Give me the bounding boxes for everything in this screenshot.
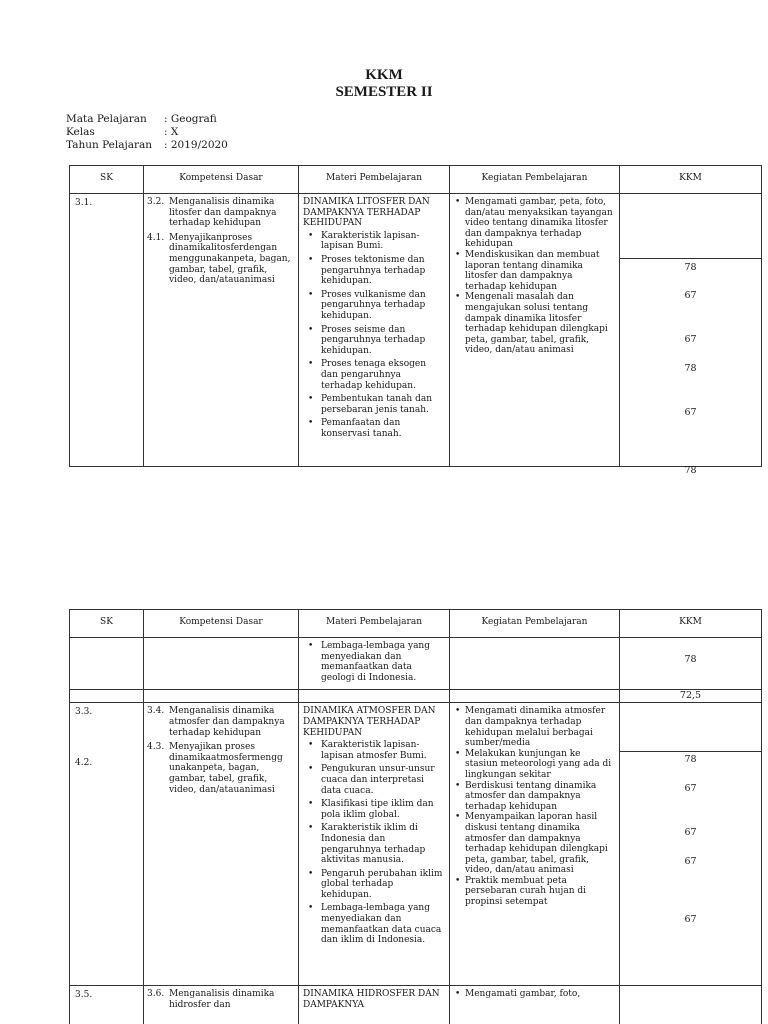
kkm-table-1 — [69, 165, 762, 476]
kg-cell — [450, 194, 620, 467]
meta-row-subject — [66, 113, 228, 126]
kd-item — [147, 233, 295, 286]
list-item: • Pemanfaatan dan konservasi tanah. — [303, 418, 445, 439]
page-title: KKM — [365, 67, 403, 83]
kd-text: Menganalisis dinamika hidrosfer dan — [169, 989, 275, 1010]
meta-row-class — [66, 126, 228, 139]
header-kd: Kompetensi Dasar — [144, 610, 299, 638]
kkm-value: 67 — [684, 914, 697, 926]
list-item: • Pengaruh perubahan iklim global terhadap kehidupan. — [303, 869, 445, 901]
kkm-value: 78 — [684, 754, 697, 766]
kkm-value: 78 — [684, 654, 697, 665]
mp-heading: DINAMIKA HIDROSFER DAN DAMPAKNYA — [303, 989, 440, 1010]
mp-cell — [299, 703, 450, 986]
kkm-cell — [620, 638, 762, 690]
sk-cell — [70, 703, 144, 986]
list-item: • Karakteristik lapisan-lapisan Bumi. — [303, 231, 445, 252]
list-item: • Klasifikasi tipe iklim dan pola iklim global. — [303, 799, 445, 820]
meta-label: Tahun Pelajaran — [66, 139, 153, 151]
list-item: • Mendiskusikan dan membuat laporan tentang dinamika litosfer dan dampaknya terhadap kehidupan — [453, 250, 616, 292]
mp-list — [303, 231, 445, 440]
mp-list — [303, 641, 445, 683]
table-header-row — [70, 166, 762, 194]
kkm-cell — [620, 703, 762, 986]
kd-cell — [144, 638, 299, 690]
table-row — [70, 986, 762, 1024]
meta-label: Kelas — [66, 126, 95, 138]
mp-cell — [299, 690, 450, 703]
kkm-value: 78 — [684, 262, 697, 273]
kkm-divider — [620, 258, 761, 259]
kg-cell — [450, 690, 620, 703]
header-sk: SK — [70, 610, 144, 638]
kd-text: Menyajikan proses dinamikaatmosfermengg unakanpeta, bagan, gambar, tabel, grafik, video, dan/atauanimasi — [169, 742, 283, 795]
list-item: • Melakukan kunjungan ke stasiun meteorologi yang ada di lingkungan sekitar — [453, 749, 616, 781]
meta-value: : X — [164, 126, 179, 138]
list-item: • Lembaga-lembaga yang menyediakan dan memanfaatkan data geologi di Indonesia. — [303, 641, 445, 683]
list-item: • Lembaga-lembaga yang menyediakan dan memanfaatkan data cuaca dan iklim di Indonesia. — [303, 903, 445, 945]
kg-list — [453, 197, 616, 356]
kd-item — [147, 742, 295, 795]
kkm-table-2 — [69, 609, 762, 1024]
list-item: • Proses tektonisme dan pengaruhnya terhadap kehidupan. — [303, 255, 445, 287]
header-kg: Kegiatan Pembelajaran — [450, 610, 620, 638]
sk-cell — [70, 690, 144, 703]
kd-cell — [144, 690, 299, 703]
kd-number: 4.3. — [147, 742, 165, 753]
header-sk: SK — [70, 166, 144, 194]
sk-number: 3.3. — [75, 707, 93, 718]
kd-item — [147, 989, 295, 1010]
table-header-row — [70, 610, 762, 638]
mp-list — [303, 740, 445, 946]
list-item: • Karakteristik lapisan-lapisan atmosfer Bumi. — [303, 740, 445, 761]
table-row — [70, 638, 762, 690]
kd-text: Menganalisis dinamika atmosfer dan dampaknya terhadap kehidupan — [169, 706, 285, 738]
table-row — [70, 690, 762, 703]
sk-cell — [70, 638, 144, 690]
meta-label: Mata Pelajaran — [66, 113, 147, 125]
list-item: • Praktik membuat peta persebaran curah hujan di propinsi setempat — [453, 876, 616, 908]
kkm-value: 67 — [684, 334, 697, 345]
header-kg: Kegiatan Pembelajaran — [450, 166, 620, 194]
table-row — [70, 703, 762, 986]
kkm-value: 67 — [684, 290, 697, 301]
kd-number: 3.6. — [147, 989, 165, 1000]
kd-cell — [144, 986, 299, 1024]
mp-cell — [299, 638, 450, 690]
mp-heading: DINAMIKA ATMOSFER DAN DAMPAKNYA TERHADAP KEHIDUPAN — [303, 706, 436, 738]
list-item: • Mengamati gambar, foto, — [453, 989, 616, 1000]
kd-number: 4.1. — [147, 232, 165, 243]
kkm-cell — [620, 986, 762, 1024]
kg-list — [453, 706, 616, 907]
kkm-value: 67 — [684, 783, 697, 795]
meta-value: : 2019/2020 — [164, 139, 228, 151]
mp-heading: DINAMIKA LITOSFER DAN DAMPAKNYA TERHADAP KEHIDUPAN — [303, 197, 430, 229]
list-item: • Proses vulkanisme dan pengaruhnya terhadap kehidupan. — [303, 290, 445, 322]
kkm-value: 78 — [684, 465, 697, 476]
header-kd: Kompetensi Dasar — [144, 166, 299, 194]
table-row — [70, 194, 762, 467]
list-item: • Mengamati gambar, peta, foto, dan/atau menyaksikan tayangan video tentang dinamika litosfer dan dampaknya terhadap kehidupan — [453, 197, 616, 250]
kkm-value: 67 — [684, 407, 697, 418]
header-kkm: KKM — [620, 166, 762, 194]
list-item: • Mengamati dinamika atmosfer dan dampaknya terhadap kehidupan melalui berbagai sumber/media — [453, 706, 616, 748]
kd-number: 3.2. — [147, 197, 165, 207]
kkm-divider — [620, 751, 761, 752]
kg-cell — [450, 703, 620, 986]
sk-cell: 3.5. — [70, 986, 144, 1024]
list-item: • Proses tenaga eksogen dan pengaruhnya terhadap kehidupan. — [303, 359, 445, 391]
kd-item — [147, 197, 295, 229]
list-item: • Karakteristik iklim di Indonesia dan pengaruhnya terhadap aktivitas manusia. — [303, 823, 445, 865]
list-item: • Pengukuran unsur-unsur cuaca dan interpretasi data cuaca. — [303, 764, 445, 796]
kkm-value: 67 — [684, 856, 697, 868]
kd-cell — [144, 703, 299, 986]
kd-item — [147, 706, 295, 738]
list-item: • Menyampaikan laporan hasil diskusi tentang dinamika atmosfer dan dampaknya terhadap kehidupan dilengkapi peta, gambar, tabel, grafik, video, dan/atau animasi — [453, 812, 616, 876]
sk-cell: 3.1. — [70, 194, 144, 467]
meta-value: : Geografi — [164, 113, 217, 125]
kg-list — [453, 989, 616, 1000]
meta-row-year — [66, 139, 228, 152]
list-item: • Pembentukan tanah dan persebaran jenis tanah. — [303, 394, 445, 415]
kkm-average: 72,5 — [620, 690, 762, 703]
kkm-cell — [620, 194, 762, 476]
page-subtitle: SEMESTER II — [335, 84, 433, 100]
sk-number: 4.2. — [75, 757, 93, 768]
header-mp: Materi Pembelajaran — [299, 166, 450, 194]
kg-cell — [450, 638, 620, 690]
header-mp: Materi Pembelajaran — [299, 610, 450, 638]
list-item: • Proses seisme dan pengaruhnya terhadap kehidupan. — [303, 325, 445, 357]
header-kkm: KKM — [620, 610, 762, 638]
kd-text: Menganalisis dinamika litosfer dan dampaknya terhadap kehidupan — [169, 197, 277, 229]
mp-cell — [299, 194, 450, 467]
document-meta — [66, 113, 228, 152]
kd-number: 3.4. — [147, 706, 165, 717]
kd-cell — [144, 194, 299, 467]
kkm-value: 78 — [684, 363, 697, 374]
list-item: • Mengenali masalah dan mengajukan solusi tentang dampak dinamika litosfer terhadap kehidupan dilengkapi peta, gambar, tabel, grafik, video, dan/atau animasi — [453, 292, 616, 356]
mp-cell — [299, 986, 450, 1024]
kg-cell — [450, 986, 620, 1024]
kd-text: Menyajikanproses dinamikalitosferdengan menggunakanpeta, bagan, gambar, tabel, grafik, video, dan/atauanimasi — [169, 232, 291, 286]
list-item: • Berdiskusi tentang dinamika atmosfer dan dampaknya terhadap kehidupan — [453, 781, 616, 813]
kkm-value: 67 — [684, 827, 697, 839]
